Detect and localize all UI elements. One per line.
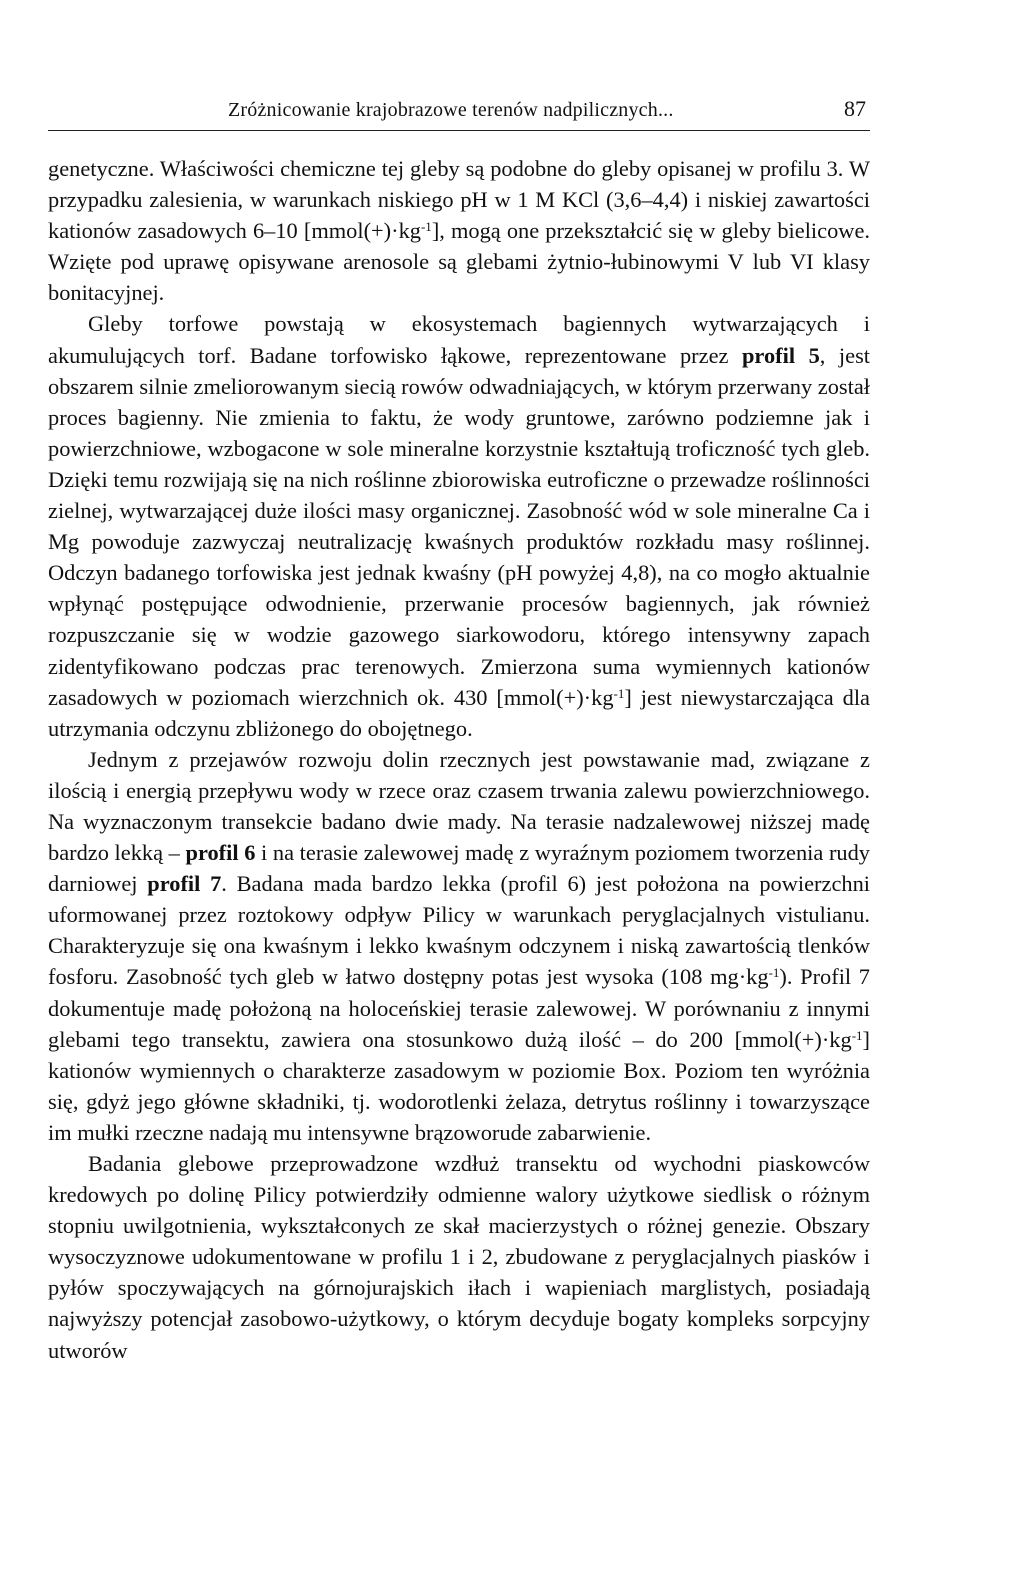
running-header: [48, 96, 870, 131]
page-number: 87: [844, 96, 866, 121]
text-run: ). Profil 7 dokumentuje madę położoną na holoceńskiej terasie zalewowej. W porównaniu z innymi glebami tego transektu, zawiera ona stosunkowo dużą ilość – do 200 [mmol(+)·kg: [48, 964, 871, 1052]
paragraph-4: [48, 1148, 870, 1366]
text-run: ] jest niewystarczająca dla utrzymania odczynu zbliżonego do obojętnego.: [48, 684, 870, 741]
text-run: Badania glebowe przeprowadzone wzdłuż transektu od wychodni piaskowców kredowych po dolinę Pilicy potwierdziły odmienne walory użytkowe siedlisk o różnym stopniu uwilgotnienia, wykształconych ze skał macierzystych o różnej genezie. Obszary wysoczyznowe udokumentowane w profilu 1 i 2, zbudowane z peryglacjalnych piasków i pyłów spoczywających na górnojurajskich iłach i wapieniach marglistych, posiadają najwyższy potencjał zasobowo-użytkowy, o którym decyduje bogaty kompleks sorpcyjny utworów: [48, 1151, 870, 1363]
superscript: -1: [420, 219, 432, 235]
text-run: , jest obszarem silnie zmeliorowanym siecią rowów odwadniających, w którym przerwany został proces bagienny. Nie zmienia to faktu, że wody gruntowe, zarówno podziemne jak i powierzchniowe, wzbogacone w sole mineralne korzystnie kształtują troficzność tych gleb. Dzięki temu rozwijają się na nich roślinne zbiorowiska eutroficzne o przewadze roślinności zielnej, wytwarzającej duże ilości masy organicznej. Zasobność wód w sole mineralne Ca i Mg powoduje zazwyczaj neutralizację kwaśnych produktów rozkładu masy roślinnej. Odczyn badanego torfowiska jest jednak kwaśny (pH powyżej 4,8), na co mogło aktualnie wpłynąć postępujące odwodnienie, przerwanie procesów bagiennych, jak również rozpuszczanie się w wodzie gazowego siarkowodoru, którego intensywny zapach zidentyfikowano podczas prac terenowych. Zmierzona suma wymiennych kationów zasadowych w poziomach wierzchnich ok. 430 [mmol(+)·kg: [48, 342, 871, 710]
paragraph-1: [48, 153, 870, 308]
paragraph-3: [48, 744, 870, 1148]
superscript: -1: [851, 1027, 863, 1043]
bold-profile-ref: profil 7: [147, 871, 222, 897]
text-run: . Badana mada bardzo lekka (profil 6) jest położona na powierzchni uformowanej przez roztokowy odpływ Pilicy w warunkach peryglacjalnych vistulianu. Charakteryzuje się ona kwaśnym i lekko kwaśnym odczynem i niską zawartością tlenków fosforu. Zasobność tych gleb w łatwo dostępny potas jest wysoka (108 mg·kg: [48, 871, 870, 990]
paragraph-2: [48, 308, 870, 743]
body-text: [48, 153, 870, 1366]
text-run: ] kationów wymiennych o charakterze zasadowym w poziomie Box. Poziom ten wyróżnia się, gdyż jego główne składniki, tj. wodorotlenki żelaza, detrytus roślinny i towarzyszące im mułki rzeczne nadają mu intensywne brązoworude zabarwienie.: [48, 1026, 870, 1145]
text-run: i na terasie zalewowej madę z wyraźnym poziomem tworzenia rudy darniowej: [48, 840, 870, 897]
text-run: Jednym z przejawów rozwoju dolin rzecznych jest powstawanie mad, związane z ilością i energią przepływu wody w rzece oraz czasem trwania zalewu powierzchniowego. Na wyznaczonym transekcie badano dwie mady. Na terasie nadzalewowej niższej madę bardzo lekką –: [48, 746, 870, 866]
text-run: Gleby torfowe powstają w ekosystemach bagiennych wytwarzających i akumulujących torf. Badane torfowisko łąkowe, reprezentowane przez: [48, 311, 870, 368]
running-title: Zróżnicowanie krajobrazowe terenów nadpilicznych...: [228, 99, 674, 121]
bold-profile-ref: profil 5: [741, 342, 820, 368]
bold-profile-ref: profil 6: [185, 840, 256, 866]
superscript: -1: [613, 685, 625, 701]
text-run: ], mogą one przekształcić się w gleby bielicowe. Wzięte pod uprawę opisywane arenosole są glebami żytnio-łubinowymi V lub VI klasy bonitacyjnej.: [48, 218, 870, 306]
page: [48, 96, 870, 1366]
superscript: -1: [768, 965, 780, 981]
text-run: genetyczne. Właściwości chemiczne tej gleby są podobne do gleby opisanej w profilu 3. W przypadku zalesienia, w warunkach niskiego pH w 1 M KCl (3,6–4,4) i niskiej zawartości kationów zasadowych 6–10 [mmol(+)·kg: [48, 156, 870, 244]
